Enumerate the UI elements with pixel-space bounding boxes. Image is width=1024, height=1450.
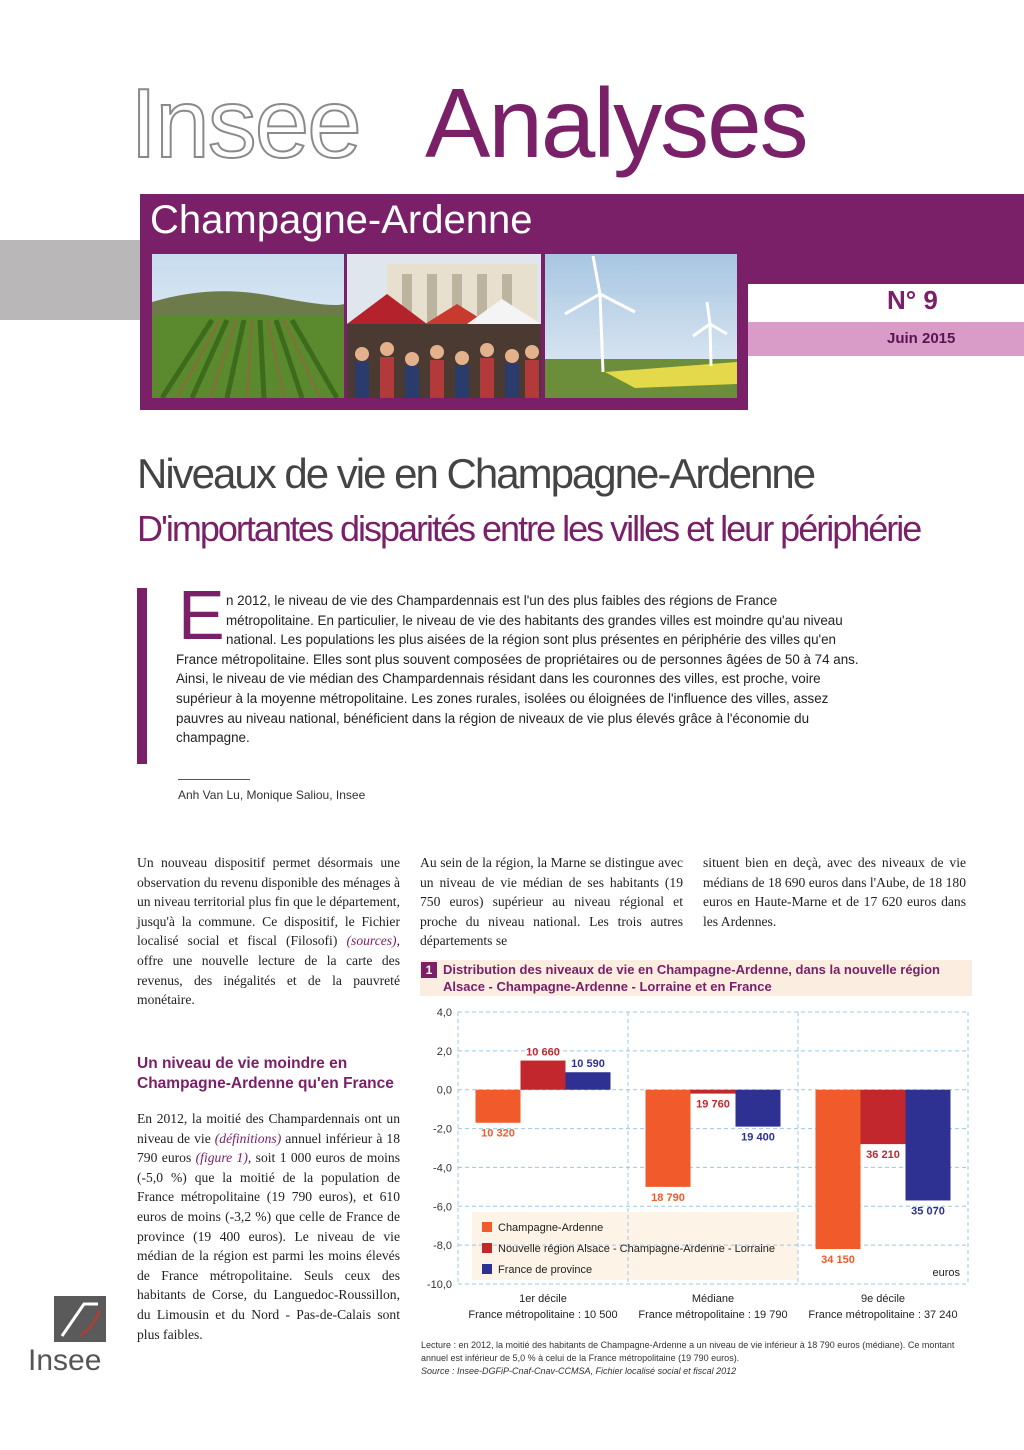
data-label: 18 790 bbox=[651, 1191, 685, 1204]
date-band bbox=[748, 322, 1024, 356]
y-tick-label: -8,0 bbox=[433, 1240, 452, 1253]
bar-2 bbox=[521, 1061, 566, 1090]
figure-number: 1 bbox=[421, 962, 437, 978]
issue-number: N° 9 bbox=[887, 285, 938, 315]
abstract-text: n 2012, le niveau de vie des Champardennais est l'un des plus faibles des régions de France métropolitaine. En particulier, le niveau de vie des habitants des grandes villes est moindre qu'au niveau national. Les populations les plus aisées de la région sont plus présentes en périphérie des villes qu'en France métropolitaine. Elles sont plus souvent composées de propriétaires ou de personnes âgées de 50 à 74 ans. Ainsi, le niveau de vie médian des Champardennais résidant dans les couronnes des villes, est proche, voire supérieur à la moyenne métropolitaine. Les zones rurales, isolées ou éloignées de l'influence des villes, assez pauvres au niveau national, bénéficient dans la région de niveaux de vie plus élevés grâce à l'économie du champagne. bbox=[176, 593, 859, 746]
data-label: 19 400 bbox=[741, 1131, 775, 1144]
definitions-link[interactable]: (définitions) bbox=[214, 1130, 282, 1146]
bar-3 bbox=[566, 1072, 611, 1089]
x-category-label: 1er décile bbox=[519, 1293, 567, 1305]
col1b-text-1: En 2012, la moitié des Champardennais ont un niveau de vie bbox=[137, 1111, 400, 1146]
y-tick-label: -4,0 bbox=[433, 1162, 452, 1175]
body-column-1a bbox=[137, 853, 400, 1010]
legend-swatch bbox=[482, 1264, 492, 1274]
data-label: 35 070 bbox=[911, 1205, 945, 1218]
x-category-label: Médiane bbox=[691, 1293, 735, 1305]
abstract bbox=[176, 591, 866, 748]
x-category-sublabel: France métropolitaine : 10 500 bbox=[468, 1309, 618, 1321]
figure-title bbox=[443, 961, 963, 995]
data-label: 19 760 bbox=[696, 1098, 730, 1111]
data-label: 10 660 bbox=[526, 1046, 560, 1059]
legend-label: Nouvelle région Alsace - Champagne-Ardenne - Lorraine bbox=[498, 1243, 775, 1255]
figure-link[interactable]: (figure 1) bbox=[195, 1150, 248, 1166]
abstract-bar bbox=[137, 588, 147, 764]
y-tick-label: -10,0 bbox=[426, 1279, 452, 1291]
y-tick-label: 4,0 bbox=[436, 1007, 452, 1019]
col1-text-end: , offre une nouvelle lecture de la carte des revenus, des inégalités et de la pauvreté monétaire. bbox=[137, 933, 400, 1008]
x-category-label: 9e décile bbox=[860, 1293, 906, 1305]
figure-lecture: Lecture : en 2012, la moitié des habitants de Champagne-Ardenne a un niveau de vie inférieur à 18 790 euros (médiane). Ce montant annuel est inférieur de 5,0 % à celui de la France métropolitaine (19 790 euros). bbox=[421, 1340, 955, 1363]
author-rule bbox=[178, 779, 250, 780]
body-column-3: situent bien en deçà, avec des niveaux de vie médians de 18 690 euros dans l'Aube, de 18 180 euros en Haute-Marne et de 17 620 euros dans les Ardennes. bbox=[703, 855, 966, 929]
brand-analyses: Analyses bbox=[425, 68, 807, 178]
y-tick-label: 0,0 bbox=[436, 1084, 452, 1097]
y-tick-label: 2,0 bbox=[436, 1045, 452, 1058]
drop-cap: E bbox=[178, 576, 225, 654]
body-column-1b bbox=[137, 1109, 400, 1344]
body-column-2: Au sein de la région, la Marne se distingue avec un niveau de vie médian de ses habitants (19 750 euros) supérieur au niveau régional et proche du niveau national. Les trois autres départements se bbox=[420, 855, 683, 949]
legend-swatch bbox=[482, 1243, 492, 1253]
bar-3 bbox=[736, 1090, 781, 1127]
wind-turbines-photo bbox=[545, 254, 737, 398]
data-label: 36 210 bbox=[866, 1149, 900, 1162]
figure-source: Source : Insee-DGFiP-Cnaf-Cnav-CCMSA, Fichier localisé social et fiscal 2012 bbox=[421, 1366, 737, 1376]
unit-label: euros bbox=[932, 1267, 960, 1279]
sources-link[interactable]: (sources) bbox=[346, 933, 397, 949]
data-label: 10 320 bbox=[481, 1127, 515, 1140]
legend-label: Champagne-Ardenne bbox=[498, 1222, 604, 1234]
x-category-sublabel: France métropolitaine : 37 240 bbox=[808, 1309, 958, 1321]
brand-insee: Insee bbox=[130, 68, 360, 178]
col1b-text-3: , soit 1 000 euros de moins (-5,0 %) que la moitié de la population de France métropolitaine (19 790 euros), et 610 euros de moins (-3,2 %) que celle de France de province (19 400 euros). Le niveau de vie médian de la région est parmi les moins élevés de France métropolitaine. Seuls ceux des habitants de Corse, du Languedoc-Roussillon, du Limousin et du Nord - Pas-de-Calais sont plus faibles. bbox=[137, 1150, 400, 1342]
article-title: Niveaux de vie en Champagne-Ardenne bbox=[137, 450, 815, 497]
bar-1 bbox=[816, 1090, 861, 1249]
bar-2 bbox=[691, 1090, 736, 1094]
data-label: 10 590 bbox=[571, 1058, 605, 1071]
figure-notes bbox=[421, 1339, 981, 1378]
issue-date: Juin 2015 bbox=[887, 330, 956, 347]
col1-text: Un nouveau dispositif permet désormais une observation du revenu disponible des ménages à un niveau territorial plus fin que le département, jusqu'à la commune. Ce dispositif, le Fichier localisé social et fiscal (Filosofi) bbox=[137, 855, 400, 949]
authors: Anh Van Lu, Monique Saliou, Insee bbox=[178, 788, 366, 802]
insee-logo-text: Insee bbox=[28, 1344, 102, 1377]
article-subtitle: D'importantes disparités entre les villes et leur périphérie bbox=[137, 508, 921, 549]
issue-box bbox=[748, 284, 1024, 322]
region-name: Champagne-Ardenne bbox=[150, 198, 533, 242]
market-photo bbox=[347, 254, 541, 398]
bar-1 bbox=[646, 1090, 691, 1187]
figure-chart bbox=[420, 1000, 972, 1336]
y-tick-label: -2,0 bbox=[433, 1123, 452, 1136]
legend-label: France de province bbox=[498, 1264, 593, 1276]
vineyard-photo bbox=[152, 254, 344, 398]
legend-swatch bbox=[482, 1222, 492, 1232]
section-heading: Un niveau de vie moindre en Champagne-Ardenne qu'en France bbox=[137, 1055, 394, 1092]
data-label: 34 150 bbox=[821, 1254, 855, 1267]
col1b-text-2: annuel inférieur à 18 790 euros bbox=[137, 1130, 400, 1166]
figure-title-text: Distribution des niveaux de vie en Champagne-Ardenne, dans la nouvelle région Alsace - Champagne-Ardenne - Lorraine et en France bbox=[443, 962, 940, 994]
y-tick-label: -6,0 bbox=[433, 1201, 452, 1214]
bar-3 bbox=[906, 1090, 951, 1201]
bar-1 bbox=[476, 1090, 521, 1123]
x-category-sublabel: France métropolitaine : 19 790 bbox=[638, 1309, 788, 1321]
insee-logo-icon bbox=[54, 1296, 106, 1342]
bar-2 bbox=[861, 1090, 906, 1144]
